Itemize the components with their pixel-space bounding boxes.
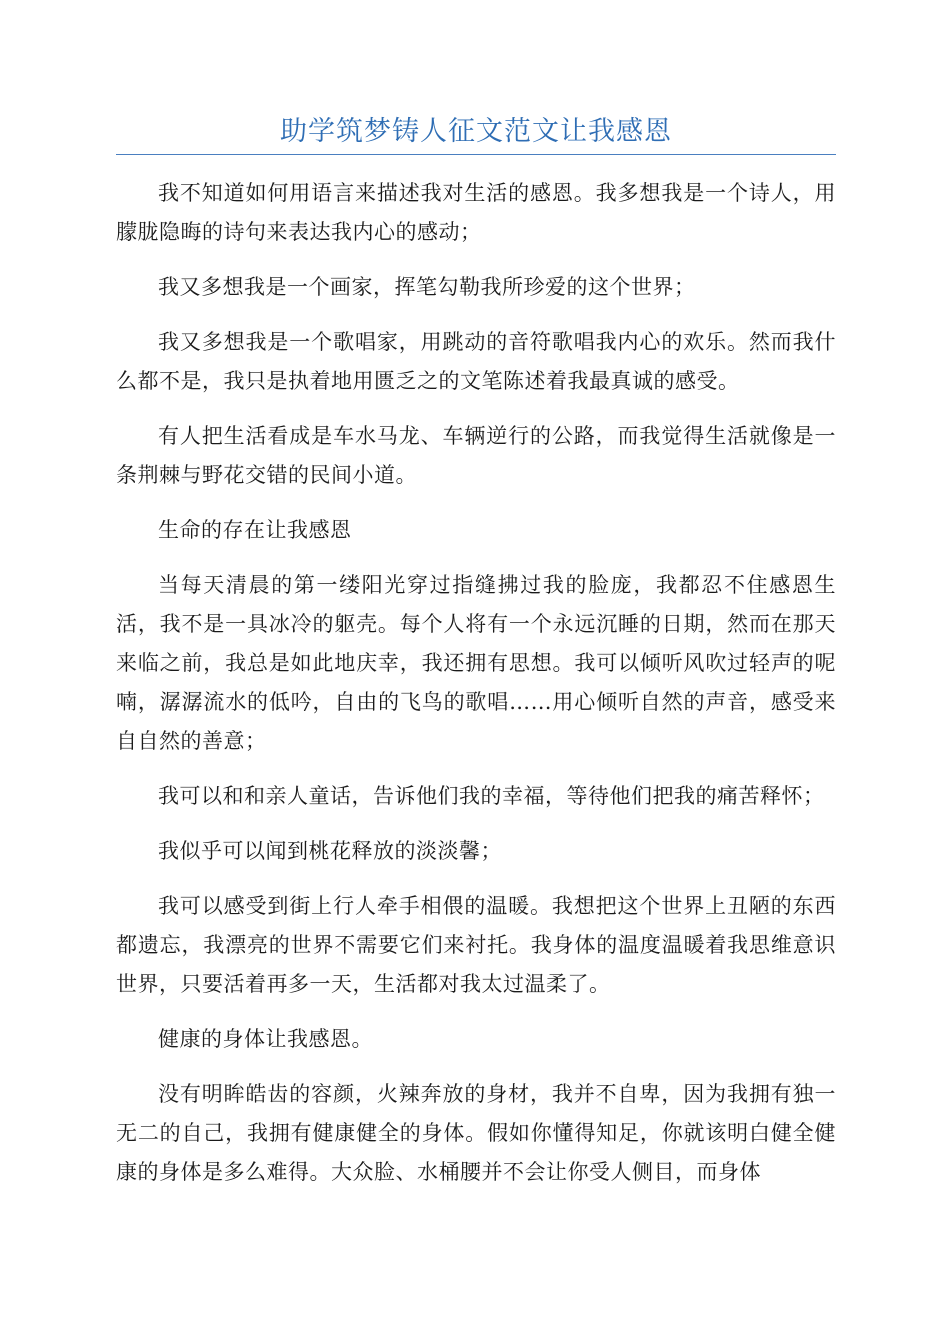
paragraph: 没有明眸皓齿的容颜，火辣奔放的身材，我并不自卑，因为我拥有独一无二的自己，我拥有健康健全的身体。假如你懂得知足，你就该明白健全健康的身体是多么难得。大众脸、水桶腰并不会让你受人侧目，而身体: [116, 1082, 836, 1184]
document-title: 助学筑梦铸人征文范文让我感恩: [280, 116, 672, 147]
paragraph: 我可以感受到街上行人牵手相偎的温暖。我想把这个世界上丑陋的东西都遗忘，我漂亮的世界不需要它们来衬托。我身体的温度温暖着我思维意识世界，只要活着再多一天，生活都对我太过温柔了。: [116, 894, 836, 996]
paragraph: 有人把生活看成是车水马龙、车辆逆行的公路，而我觉得生活就像是一条荆棘与野花交错的民间小道。: [116, 424, 836, 487]
paragraph: 我可以和和亲人童话，告诉他们我的幸福，等待他们把我的痛苦释怀；: [158, 784, 825, 808]
title-underline: [116, 154, 836, 155]
section-heading: 健康的身体让我感恩。: [158, 1027, 373, 1051]
paragraph: 当每天清晨的第一缕阳光穿过指缝拂过我的脸庞，我都忍不住感恩生活，我不是一具冰冷的躯壳。每个人将有一个永远沉睡的日期，然而在那天来临之前，我总是如此地庆幸，我还拥有思想。我可以倾听风吹过轻声的呢喃，潺潺流水的低吟，自由的飞鸟的歌唱……用心倾听自然的声音，感受来自自然的善意；: [116, 573, 836, 753]
paragraph: 我又多想我是一个画家，挥笔勾勒我所珍爱的这个世界；: [158, 275, 696, 299]
paragraph: 我又多想我是一个歌唱家，用跳动的音符歌唱我内心的欢乐。然而我什么都不是，我只是执着地用匮乏之的文笔陈述着我最真诚的感受。: [116, 330, 836, 393]
document-body: [116, 174, 836, 1208]
paragraph: 我似乎可以闻到桃花释放的淡淡馨；: [158, 839, 502, 863]
section-heading: 生命的存在让我感恩: [158, 518, 352, 542]
paragraph: 我不知道如何用语言来描述我对生活的感恩。我多想我是一个诗人，用朦胧隐晦的诗句来表达我内心的感动；: [116, 181, 836, 244]
